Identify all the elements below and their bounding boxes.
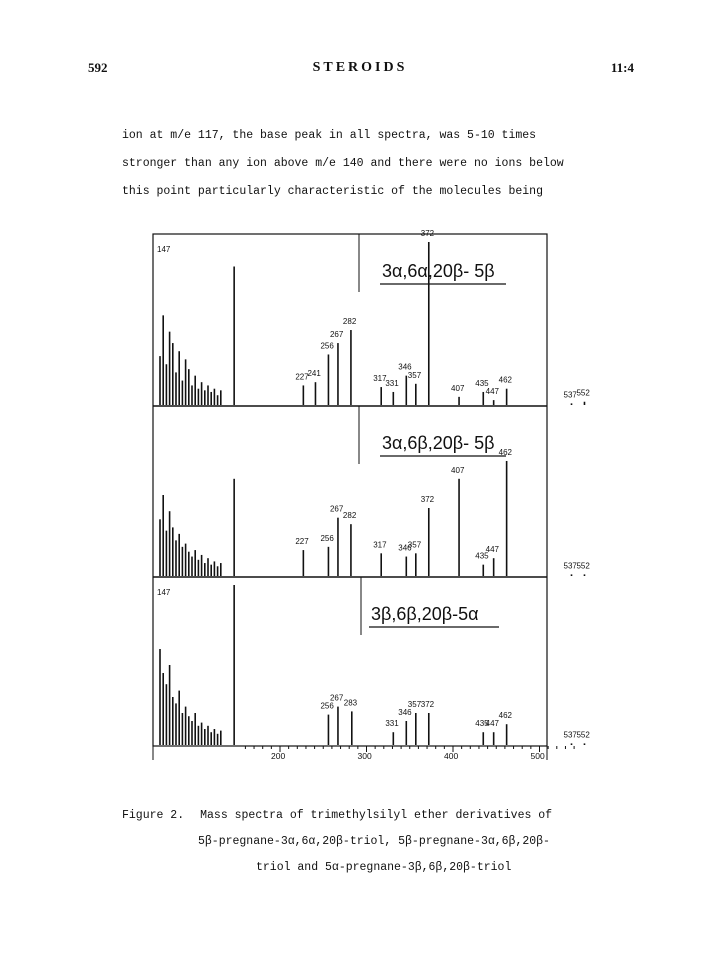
peak-label: 435 (475, 719, 489, 729)
body-line: stronger than any ion above m/e 140 and there were no ions below (122, 157, 564, 170)
peak-label: 372 (420, 229, 435, 238)
peak-label: 256 (320, 701, 334, 711)
caption-line-2: 5β-pregnane-3α,6α,20β-triol, 5β-pregnane-3α,6β,20β- (198, 835, 550, 848)
peak-label: 435 (475, 551, 489, 561)
peak-label: 357 (407, 700, 422, 709)
x-tick-label: 200 (271, 751, 286, 761)
peak-label: 241 (307, 369, 321, 379)
caption-text: Mass spectra of trimethylsilyl ether derivatives of (200, 809, 553, 822)
spectrum-title: 3α,6β,20β- 5β (382, 433, 495, 453)
caption-line-3: triol and 5α-pregnane-3β,6β,20β-triol (256, 861, 512, 874)
peak-label: 256 (320, 533, 334, 543)
peak-label: 267 (329, 504, 344, 514)
peak-label: 346 (398, 543, 412, 553)
peak-label: 267 (329, 330, 344, 340)
x-tick-label: 500 (530, 751, 545, 761)
peak-label: 447 (485, 387, 500, 397)
peak-label: 537 (563, 390, 577, 400)
figure-caption (122, 803, 622, 881)
peak-label: 317 (373, 540, 387, 550)
peak-label: 552 (576, 388, 590, 398)
peak-label: 317 (373, 374, 387, 384)
peak-label: 227 (295, 537, 309, 547)
peak-label: 447 (485, 545, 500, 555)
spectrum-title: 3β,6β,20β-5α (371, 604, 479, 624)
peak-label: 282 (342, 511, 357, 521)
peak-label: 357 (407, 540, 422, 550)
peak-label: 346 (398, 362, 412, 372)
spectrum-panel-2 (160, 406, 590, 576)
caption-line-1 (122, 803, 622, 829)
spectrum-panel-3 (157, 577, 590, 745)
peak-label: 267 (329, 693, 344, 703)
peak-label: 462 (498, 447, 512, 457)
journal-title: STEROIDS (312, 60, 408, 75)
peak-label: 435 (475, 378, 489, 388)
x-tick-label: 300 (357, 751, 372, 761)
peak-label: 256 (320, 341, 334, 351)
peak-label: 331 (385, 719, 399, 729)
peak-label: 283 (343, 698, 358, 708)
caption-label: Figure 2. (122, 809, 185, 822)
spectra-panels (157, 229, 590, 745)
peak-label: 147 (157, 588, 171, 597)
peak-label: 346 (398, 708, 412, 717)
figure-frame (153, 234, 547, 746)
spectrum-panel-1 (157, 229, 590, 405)
peak-label: 372 (420, 494, 435, 504)
peak-label: 407 (451, 383, 465, 393)
peak-label: 462 (498, 375, 512, 385)
peak-label: 537 (563, 561, 577, 571)
body-line: ion at m/e 117, the base peak in all spectra, was 5-10 times (122, 129, 537, 142)
page-number: 592 (88, 60, 108, 75)
issue-number: 11:4 (610, 60, 634, 75)
peak-label: 282 (342, 317, 357, 327)
peak-label: 372 (420, 700, 435, 709)
peak-label: 552 (576, 561, 590, 571)
peak-label: 462 (498, 711, 512, 721)
x-tick-label: 400 (444, 751, 459, 761)
peak-label: 537 (563, 730, 577, 740)
peak-label: 227 (295, 372, 309, 382)
spectrum-title: 3α,6α,20β- 5β (382, 261, 495, 281)
figure-border (153, 234, 547, 746)
peak-label: 407 (451, 465, 465, 475)
body-line: this point particularly characteristic of the molecules being (122, 185, 543, 198)
peak-label: 552 (576, 730, 590, 740)
peak-label: 357 (407, 370, 422, 380)
peak-label: 147 (157, 245, 171, 254)
x-axis (153, 746, 574, 761)
peak-label: 447 (485, 719, 500, 729)
peak-label: 331 (385, 378, 399, 388)
